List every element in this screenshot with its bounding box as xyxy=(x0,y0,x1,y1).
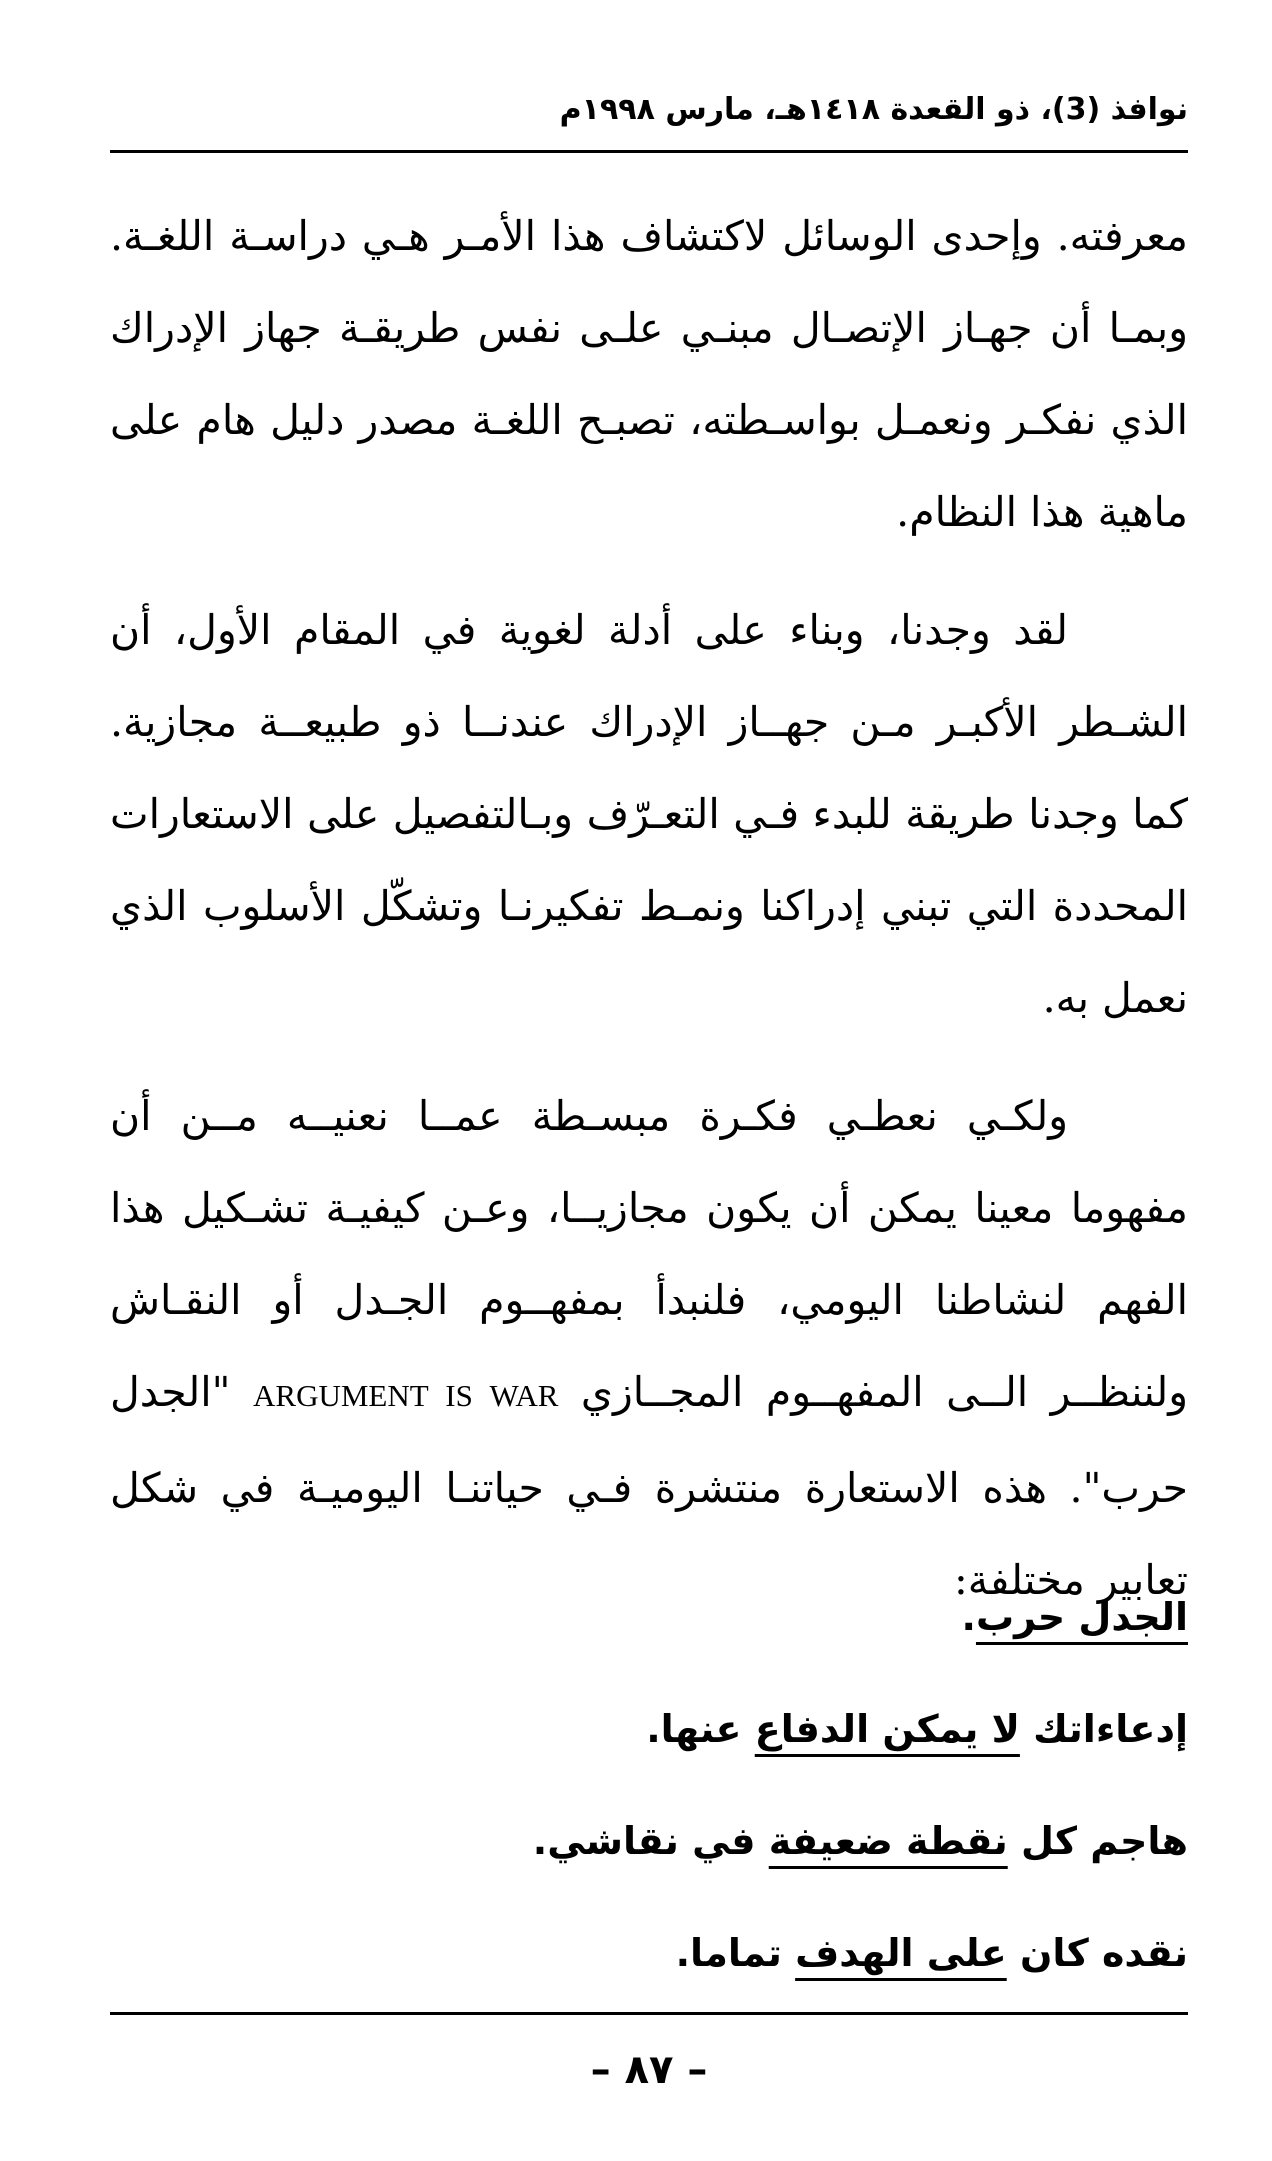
example-suffix: في نقاشي. xyxy=(532,1819,769,1863)
paragraph-3 xyxy=(110,1070,1188,1626)
example-suffix: عنها. xyxy=(646,1707,755,1751)
example-underlined: الجدل حرب xyxy=(975,1595,1188,1639)
paragraph-2: لقد وجدنا، وبناء على أدلة لغوية في المقام الأول، أن الشـطر الأكبـر مـن جهــاز الإدراك عندنــا ذو طبيعــة مجازية. كما وجدنا طريقة للبدء فـي التعـرّف وبـالتفصيل على الاستعارات المحددة التي تبني إدراكنا ونمـط تفكيرنـا وتشكّل الأسلوب الذي نعمل به. xyxy=(110,606,1188,1022)
example-prefix: إدعاءاتك xyxy=(1019,1707,1188,1751)
metaphor-english: ARGUMENT IS WAR xyxy=(253,1378,559,1413)
example-item xyxy=(110,1918,1188,1988)
example-item xyxy=(110,1694,1188,1764)
example-underlined: نقطة ضعيفة xyxy=(768,1819,1008,1863)
paragraph-1: معرفته. وإحدى الوسائل لاكتشاف هذا الأمـر هـي دراسـة اللغـة. وبمـا أن جهـاز الإتصـال مبنـي علـى نفس طريقـة جهاز الإدراك الذي نفكـر ونعمـل بواسـطته، تصبـح اللغـة مصدر دليل هام على ماهية هذا النظام. xyxy=(110,212,1188,536)
example-item xyxy=(110,1582,1188,1652)
book-page xyxy=(110,0,1188,2161)
example-underlined: على الهدف xyxy=(795,1931,1007,1975)
example-prefix: نقده كان xyxy=(1006,1931,1188,1975)
example-item xyxy=(110,1806,1188,1876)
footer-rule xyxy=(110,2012,1188,2015)
example-suffix: تماما. xyxy=(675,1931,796,1975)
page-number: – ٨٧ – xyxy=(590,2047,708,2093)
example-list xyxy=(110,1582,1188,2030)
body-text xyxy=(110,190,1188,1652)
paragraph-3-text-before: ولكـي نعطـي فكـرة مبسـطة عمــا نعنيــه مــن أن مفهوما معينا يمكن أن يكون مجازيــا، وعـن كيفيـة تشـكيل هذا الفهم لنشاطنا اليومي، فلنبدأ بمفهــوم الجـدل أو النقـاش ولننظــر الــى المفهــوم المجــازي xyxy=(110,1092,1188,1416)
header-rule xyxy=(110,150,1188,153)
example-suffix: . xyxy=(961,1595,976,1639)
example-underlined: لا يمكن الدفاع xyxy=(754,1707,1020,1751)
example-prefix: هاجم كل xyxy=(1007,1819,1188,1863)
running-header: نوافذ (3)، ذو القعدة ١٤١٨هـ، مارس ١٩٩٨م xyxy=(559,92,1188,127)
paragraph-3-text-after: "الجدل حرب". هذه الاستعارة منتشرة فـي حياتنـا اليوميـة في شكل تعابير مختلفة: xyxy=(110,1368,1188,1604)
